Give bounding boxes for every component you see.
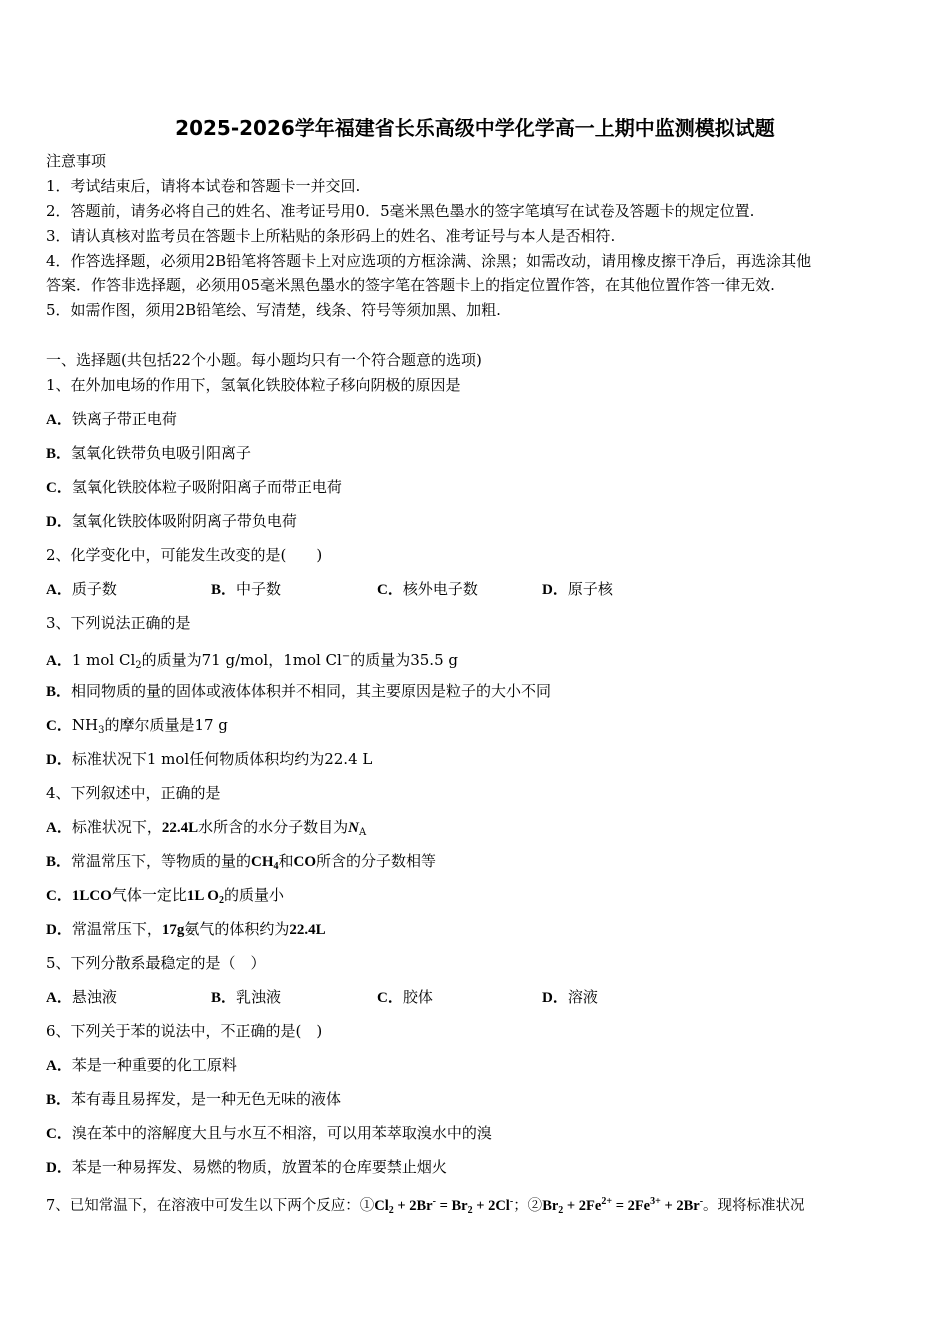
option-label: D． [46, 514, 72, 530]
option-c: C．氢氧化铁胶体粒子吸附阳离子而带正电荷 [46, 478, 342, 496]
question-stem: 7、已知常温下，在溶液中可发生以下两个反应：$①Cl_2 + 2Br^- = Br_2 + 2Cl^-$；$②Br_2 + 2Fe^{2+} = 2Fe^{3+} + 2Br^-$。现将标准状况 [46, 1196, 805, 1216]
page-title: 2025-2026学年福建省长乐高级中学化学高一上期中监测模拟试题 [175, 116, 775, 140]
option-a: A．1 mol $Cl_2$的质量为71 g/mol，1mol Cl−的质量为35.5 g [46, 651, 458, 671]
option-d: D．常温常压下，17g氨气的体积约为22.4L [46, 920, 326, 938]
option-d: D．标准状况下1 mol任何物质体积均约为22.4 L [46, 750, 373, 768]
option-c: C．胶体 [377, 988, 433, 1006]
notice-item: 2．答题前，请务必将自己的姓名、准考证号用0．5毫米黑色墨水的签字笔填写在试卷及答题卡的规定位置. [46, 202, 755, 220]
question-stem: 5、下列分散系最稳定的是（ ） [46, 954, 266, 972]
notice-item: 4．作答选择题，必须用2B铅笔将答题卡上对应选项的方框涂满、涂黑；如需改动，请用橡皮擦干净后，再选涂其他 [46, 252, 812, 270]
option-label: B． [46, 446, 72, 462]
notice-item: 5．如需作图，须用2B铅笔绘、写清楚，线条、符号等须加黑、加粗. [46, 301, 501, 319]
option-b: B．常温常压下，等物质的量的$CH_4$和CO所含的分子数相等 [46, 852, 437, 872]
question-stem: 4、下列叙述中，正确的是 [46, 784, 221, 802]
question-stem: 3、下列说法正确的是 [46, 614, 191, 632]
option-b: B．中子数 [211, 580, 282, 598]
option-a: A．悬浊液 [46, 988, 117, 1006]
option-c: C．$NH_3$的摩尔质量是17 g [46, 716, 228, 736]
option-b: B．氢氧化铁带负电吸引阳离子 [46, 444, 252, 462]
option-b: B．乳浊液 [211, 988, 282, 1006]
option-d: D．原子核 [542, 580, 613, 598]
option-a: A．标准状况下，22.4L水所含的水分子数目为$N_A$ [46, 818, 367, 838]
notice-item: 1．考试结束后，请将本试卷和答题卡一并交回. [46, 177, 361, 195]
question-stem: 6、下列关于苯的说法中，不正确的是( ) [46, 1022, 323, 1040]
section-heading: 一、选择题(共包括22个小题。每小题均只有一个符合题意的选项) [46, 351, 482, 369]
option-c: C．1LCO气体一定比1L $O_2$的质量小 [46, 886, 284, 906]
option-c: C．核外电子数 [377, 580, 478, 598]
option-row [46, 987, 926, 1007]
option-a: A．苯是一种重要的化工原料 [46, 1056, 237, 1074]
question-stem: 2、化学变化中，可能发生改变的是( ) [46, 546, 323, 564]
notice-heading: 注意事项 [46, 152, 107, 170]
option-label: A． [46, 412, 72, 428]
option-label: C． [46, 480, 72, 496]
option-a: A．铁离子带正电荷 [46, 410, 177, 428]
question-stem: 1、在外加电场的作用下，氢氧化铁胶体粒子移向阴极的原因是 [46, 376, 461, 394]
option-row [46, 579, 926, 599]
option-d: D．溶液 [542, 988, 598, 1006]
option-d: D．苯是一种易挥发、易燃的物质，放置苯的仓库要禁止烟火 [46, 1158, 447, 1176]
option-a: A．质子数 [46, 580, 117, 598]
option-b: B．苯有毒且易挥发，是一种无色无味的液体 [46, 1090, 342, 1108]
notice-item: 3．请认真核对监考员在答题卡上所粘贴的条形码上的姓名、准考证号与本人是否相符. [46, 227, 616, 245]
option-b: B．相同物质的量的固体或液体体积并不相同，其主要原因是粒子的大小不同 [46, 682, 552, 700]
notice-item: 答案．作答非选择题，必须用05毫米黑色墨水的签字笔在答题卡上的指定位置作答，在其他位置作答一律无效. [46, 276, 775, 294]
option-d: D．氢氧化铁胶体吸附阴离子带负电荷 [46, 512, 297, 530]
option-c: C．溴在苯中的溶解度大且与水互不相溶，可以用苯萃取溴水中的溴 [46, 1124, 492, 1142]
